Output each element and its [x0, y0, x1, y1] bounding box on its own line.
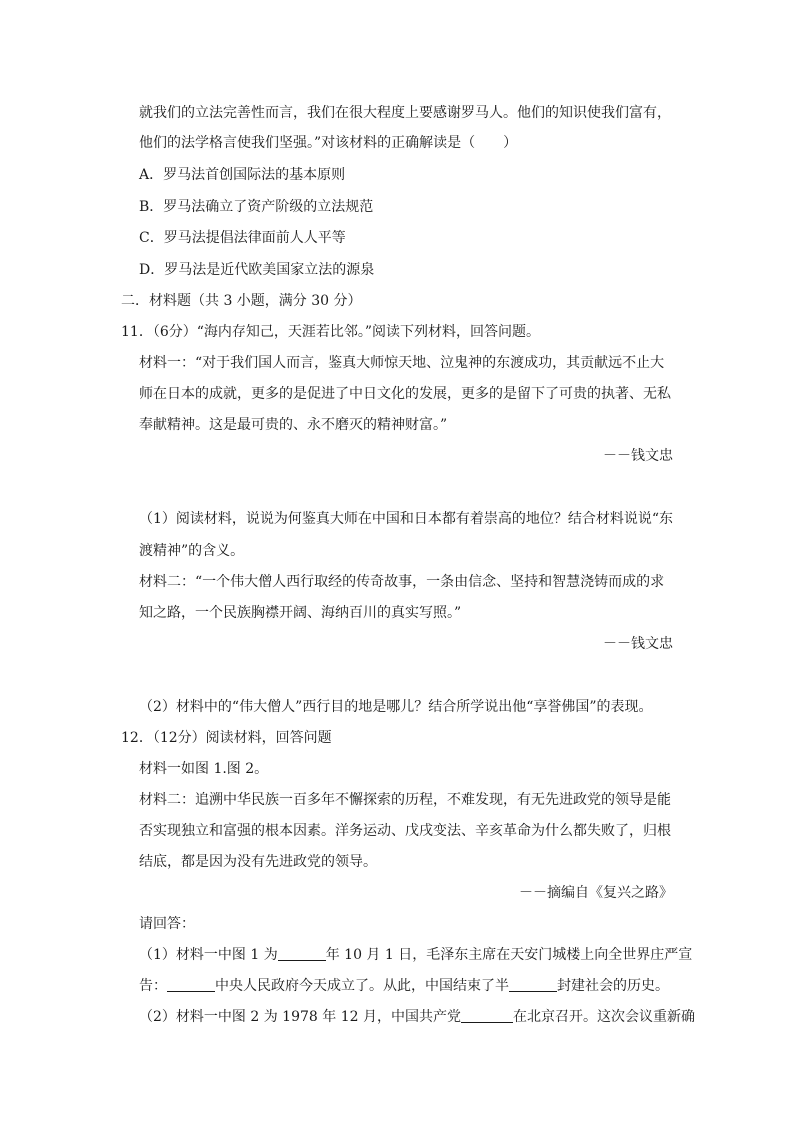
q11-question-2: （2）材料中的“伟大僧人”西行目的地是哪儿？结合所学说出他“享誉佛国”的表现。	[139, 699, 653, 715]
q12-question-1-line-1	[139, 946, 692, 964]
q11-material-2-line-1: 材料二：“一个伟大僧人西行取经的传奇故事，一条由信念、坚持和智慧浇铸而成的求	[139, 574, 665, 590]
q11-material-2-line-2: 知之路，一个民族胸襟开阔、海纳百川的真实写照。”	[139, 605, 462, 621]
answer-blank-year[interactable]	[278, 946, 326, 961]
q10-option-d: D．罗马法是近代欧美国家立法的源泉	[139, 262, 375, 278]
q10-option-a: A．罗马法首创国际法的基本原则	[139, 167, 346, 183]
q12-material-1: 材料一如图 1.图 2。	[139, 761, 269, 777]
q12-q1-text-b: 年 10 月 1 日，毛泽东主席在天安门城楼上向全世界庄严宣	[325, 947, 693, 963]
q12-question-1-line-2	[139, 977, 669, 995]
q11-material-2-source: －－钱文忠	[603, 636, 673, 652]
q10-option-c: C．罗马法提倡法律面前人人平等	[139, 230, 346, 246]
q12-q1-text-e: 封建社会的历史。	[557, 978, 669, 994]
section-heading: 二．材料题（共 3 小题，满分 30 分）	[121, 293, 362, 309]
q11-intro: 11．（6分）“海内存知己，天涯若比邻。”阅读下列材料，回答问题。	[121, 324, 541, 340]
answer-blank-semi[interactable]	[509, 977, 557, 992]
q10-stem-line-2: 他们的法学格言使我们坚强。”对该材料的正确解读是（ ）	[139, 135, 518, 151]
q10-stem-line-1: 就我们的立法完善性而言，我们在很大程度上要感谢罗马人。他们的知识使我们富有，	[139, 105, 671, 121]
q11-material-1-line-1: 材料一：“对于我们国人而言，鉴真大师惊天地、泣鬼神的东渡成功，其贡献远不止大	[139, 355, 665, 371]
q12-material-2-line-2: 否实现独立和富强的根本因素。洋务运动、戊戌变法、辛亥革命为什么都失败了，归根	[139, 823, 671, 839]
q11-question-1-line-2: 渡精神”的含义。	[139, 543, 245, 559]
answer-blank-meeting[interactable]	[461, 1008, 513, 1023]
q12-prompt: 请回答：	[139, 916, 195, 932]
q12-q2-text-a: （2）材料一中图 2 为 1978 年 12 月，中国共产党	[139, 1009, 461, 1025]
q12-q1-text-a: （1）材料一中图 1 为	[139, 947, 278, 963]
q12-material-2-line-3: 结底，都是因为没有先进政党的领导。	[139, 854, 377, 870]
q12-q1-text-d: 中央人民政府今天成立了。从此，中国结束了半	[215, 978, 509, 994]
q12-intro: 12．（12分）阅读材料，回答问题	[121, 730, 332, 746]
q12-q1-text-c: 告：	[139, 978, 167, 994]
q12-q2-text-b: 在北京召开。这次会议重新确	[512, 1009, 695, 1025]
answer-blank-proclamation[interactable]	[167, 977, 215, 992]
q12-question-2-line-1	[139, 1008, 695, 1026]
q11-material-1-line-2: 师在日本的成就，更多的是促进了中日文化的发展，更多的是留下了可贵的执著、无私	[139, 386, 671, 402]
q12-material-2-line-1: 材料二：追溯中华民族一百多年不懈探索的历程，不难发现，有无先进政党的领导是能	[139, 792, 671, 808]
q10-option-b: B．罗马法确立了资产阶级的立法规范	[139, 199, 374, 215]
q11-question-1-line-1: （1）阅读材料，说说为何鉴真大师在中国和日本都有着崇高的地位？结合材料说说“东	[139, 511, 674, 527]
q11-material-1-line-3: 奉献精神。这是最可贵的、永不磨灭的精神财富。”	[139, 417, 448, 433]
q12-material-2-source: －－摘编自《复兴之路》	[519, 885, 673, 901]
q11-material-1-source: －－钱文忠	[603, 448, 673, 464]
